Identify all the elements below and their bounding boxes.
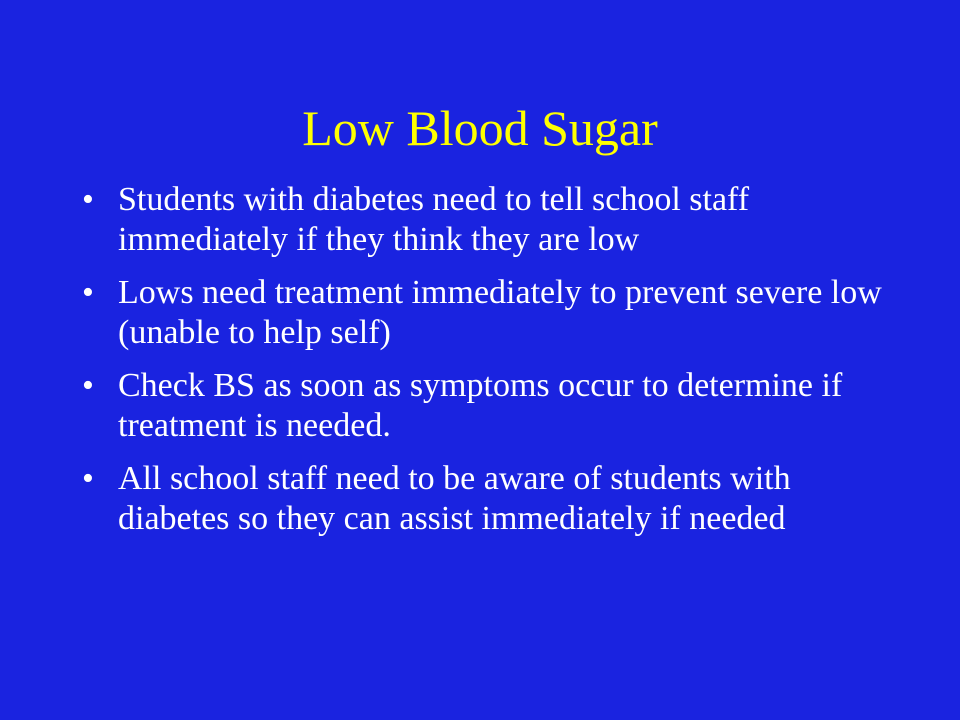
bullet-dot-icon: • — [82, 274, 94, 311]
slide-title: Low Blood Sugar — [302, 100, 658, 156]
bullet-item — [82, 273, 902, 353]
bullet-item — [82, 366, 902, 446]
bullet-dot-icon: • — [82, 460, 94, 497]
bullet-dot-icon: • — [82, 367, 94, 404]
bullet-item — [82, 180, 902, 260]
bullet-item — [82, 459, 902, 539]
bullet-list — [82, 180, 902, 552]
bullet-text: Students with diabetes need to tell school staff immediately if they think they are low — [118, 181, 750, 258]
bullet-text: Lows need treatment immediately to prevent severe low (unable to help self) — [118, 274, 882, 351]
bullet-text: All school staff need to be aware of students with diabetes so they can assist immediately if needed — [118, 460, 791, 537]
bullet-text: Check BS as soon as symptoms occur to determine if treatment is needed. — [118, 367, 843, 444]
bullet-dot-icon: • — [82, 181, 94, 218]
